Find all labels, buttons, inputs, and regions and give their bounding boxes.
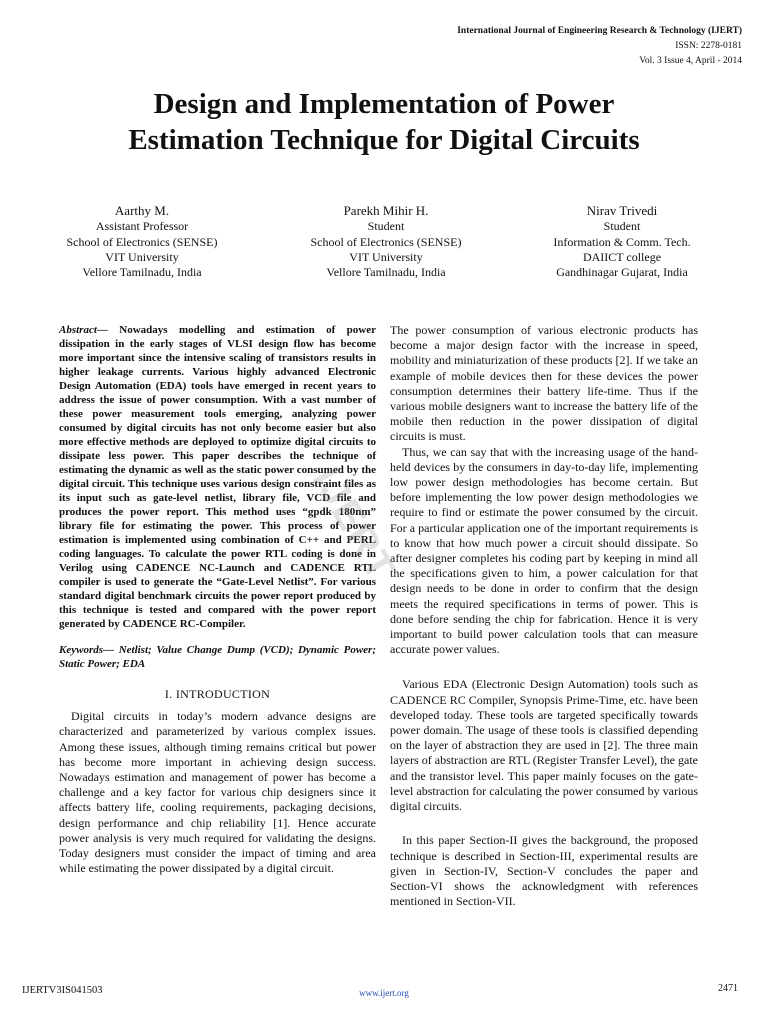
author-affiliation-line: Student	[603, 219, 641, 234]
body-paragraph: Thus, we can say that with the increasing usage of the hand-held devices by the consumers in day-to-day life, implementing low power design methodologies has become certain. But before implementing the low power design methodologies we require to find or estimate the power consumed by the circuit. For a particular application one of the important requirements is to know that how much power a circuit should dissipate. So after designer completes his coding part by keeping in mind all the specifications given to him, a power calculation for that design needs to be done in order to confirm that the design meets the required specifications in terms of power. This is done before sending the chip for fabrication. Hence it is very important to build power calculation tools that can measure accurate power values.	[390, 444, 698, 657]
intro-paragraph: Digital circuits in today’s modern advance designs are characterized and parameterized by various complex issues. Among these issues, although timing remains critical but power has become more important in achieving design success. Nowadays estimation and management of power has become a challenge and a key factor for various chip designers since it affects battery life, cooling requirements, packaging decisions, design performance and chip reliability [1]. Hence accurate power analysis is very much required for validating the designs. Today designers must consider the impact of timing and area while estimating the power dissipated by a digital circuit.	[59, 709, 376, 876]
author-block-3	[522, 203, 722, 280]
paper-id: IJERTV3IS041503	[22, 985, 103, 996]
ijert-watermark: IJERT	[303, 460, 404, 589]
page-number: 2471	[718, 983, 738, 994]
journal-header	[457, 24, 742, 69]
author-affiliation-line: Assistant Professor	[95, 219, 189, 234]
author-block-2	[286, 203, 486, 280]
section-heading-introduction: I. INTRODUCTION	[164, 687, 271, 701]
author-name: Nirav Trivedi	[586, 203, 658, 218]
issn: ISSN: 2278-0181	[675, 41, 742, 51]
author-affiliation-line: Vellore Tamilnadu, India	[326, 265, 446, 280]
author-affiliation-line: DAIICT college	[582, 249, 662, 264]
author-affiliation-line: VIT University	[349, 249, 423, 264]
abstract-text: Nowadays modelling and estimation of power dissipation in the early stages of VLSI design flow has become more important since the intensive scaling of transistors results in higher leakage currents. Various highly advanced Electronic Design Automation (EDA) tools have emerged in recent years to address the issue of power consumption. With a vast number of these power measurement tools emerging, analyzing power consumed by digital circuits has not only become easier but also more effective methods are deployed to optimize digital circuits to dissipate less power. This paper describes the technique of estimating the dynamic as well as the static power consumed by the digital circuit. This technique uses various design constraint files as its input such as gate-level netlist, library file, VCD file and produces the power report. This method uses “gpdk 180nm” library file for estimating the power. This process of power estimation is implemented using combination of C++ and PERL coding languages. To calculate the power RTL coding is done in Verilog using CADENCE NC-Launch and CADENCE RTL compiler is used to generate the “Gate-Level Netlist”. For various standard digital benchmark circuits the power report produced by this technique is tested and compared with the power report generated by CADENCE RC-Compiler.	[59, 324, 376, 630]
author-affiliation-line: School of Electronics (SENSE)	[310, 234, 462, 249]
body-paragraph: Various EDA (Electronic Design Automation) tools such as CADENCE RC Compiler, Synopsis Prime-Time, etc. have been developed today. These tools are targeted specifically towards power domain. The usage of these tools is classified depending on the layer of abstraction they are used in [2]. The three main layers of abstraction are RTL (Register Transfer Level), the gate and the transistor level. This paper mainly focuses on the gate-level abstraction for calculating the power consumed by various digital circuits.	[390, 677, 698, 814]
author-name: Aarthy M.	[114, 203, 170, 218]
body-paragraph: The power consumption of various electronic products has become a major design factor with the increase in speed, mobility and miniaturization of these products [2]. If we take an example of mobile devices then for these devices the power consumption determines their battery life-time. Thus if the various mobile designers want to increase the battery life of the mobile then reduction in the power dissipation of digital circuits is must.	[390, 323, 698, 444]
keywords	[59, 643, 376, 671]
author-affiliation-line: VIT University	[105, 249, 179, 264]
author-affiliation-line: Vellore Tamilnadu, India	[82, 265, 202, 280]
author-affiliation-line: Information & Comm. Tech.	[553, 234, 691, 249]
keywords-text: Netlist; Value Change Dump (VCD); Dynamic Power; Static Power; EDA	[59, 644, 376, 670]
title-line-1: Design and Implementation of Power	[153, 88, 615, 120]
author-affiliation-line: School of Electronics (SENSE)	[66, 234, 218, 249]
author-affiliation-line: Student	[367, 219, 405, 234]
author-affiliation-line: Gandhinagar Gujarat, India	[556, 265, 688, 280]
journal-website-link[interactable]: www.ijert.org	[359, 988, 409, 998]
volume-issue: Vol. 3 Issue 4, April - 2014	[639, 56, 742, 66]
journal-name: International Journal of Engineering Research & Technology (IJERT)	[457, 26, 742, 36]
paper-title	[40, 86, 728, 158]
author-block-1	[42, 203, 242, 280]
left-column	[59, 323, 376, 876]
author-name: Parekh Mihir H.	[343, 203, 429, 218]
keywords-label: Keywords—	[59, 644, 114, 656]
body-paragraph: In this paper Section-II gives the background, the proposed technique is described in Section-III, experimental results are given in Section-IV, Section-V concludes the paper and Section-VI shows the acknowledgment with references mentioned in Section-VII.	[390, 833, 698, 909]
right-column	[390, 323, 698, 909]
title-line-2: Estimation Technique for Digital Circuits	[128, 124, 640, 156]
abstract-label: Abstract—	[59, 324, 108, 336]
